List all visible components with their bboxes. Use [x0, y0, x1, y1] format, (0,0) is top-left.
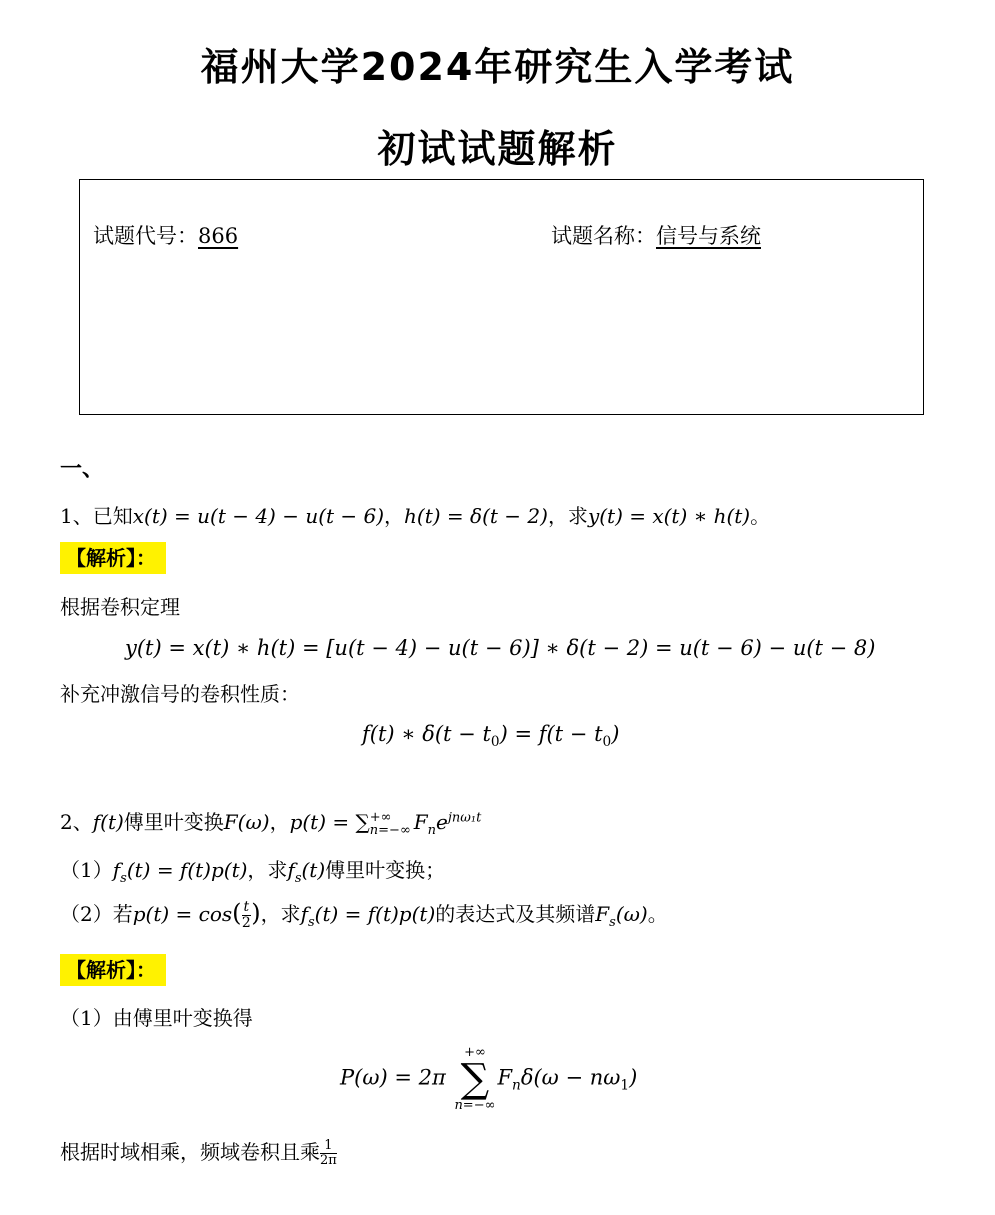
- q1-eq2-sub2: 0: [602, 734, 612, 751]
- exam-info-box: [79, 179, 924, 415]
- q2-part2-text: ，求: [260, 902, 301, 926]
- q2-part1-rest: (t) = f(t)p(t): [126, 858, 248, 882]
- q1-y-def: y(t) = x(t) ∗ h(t): [587, 504, 751, 528]
- q2-part2-sub2: s: [307, 915, 315, 930]
- q2-sum-sup: +∞: [369, 809, 392, 825]
- q2-p-def: p(t) = ∑: [289, 810, 370, 834]
- q2-part1-text: ，求: [247, 858, 288, 882]
- q2-part2-math3: F: [595, 902, 610, 926]
- q1-equation-1: y(t) = x(t) ∗ h(t) = [u(t − 4) − u(t − 6)] ∗ δ(t − 2) = u(t − 6) − u(t − 8): [125, 636, 876, 660]
- q2-part2-frac-den: 2: [241, 915, 251, 931]
- exam-name-value: 信号与系统: [656, 224, 761, 248]
- q2-part2-frac-num: t: [243, 899, 250, 916]
- summation-icon: ∑: [460, 1056, 490, 1102]
- q2-part2-text2: 的表达式及其频谱: [435, 902, 596, 926]
- q2-part2: （2）若p(t) = cos( $\frac{t}{2}$ )，求$f_s(t) = f(t)p(t)$的表达式及其频谱$F_s(\omega)$。: [60, 899, 668, 931]
- q2-analysis-label: 【解析】：: [60, 954, 166, 986]
- q2-eq3-close: ): [629, 1065, 638, 1090]
- exam-code-label: 试题代号：: [93, 224, 198, 248]
- q2-part1-end: 傅里叶变换；: [325, 858, 446, 882]
- q2-last-frac-num: 1: [320, 1139, 337, 1154]
- q1-x-def: x(t) = u(t − 4) − u(t − 6): [132, 504, 385, 528]
- q2-part2-rest3: (ω): [615, 902, 648, 926]
- q1-sep2: ，求: [547, 504, 588, 528]
- question-2: [60, 806, 481, 838]
- q2-Fn-sub: n: [427, 823, 437, 838]
- q2-part1-sub2: s: [294, 871, 302, 886]
- q2-part2-rest2: (t) = f(t)p(t): [314, 902, 436, 926]
- q2-part2-sub3: s: [609, 915, 616, 930]
- q2-text2: ，: [269, 810, 290, 834]
- q2-eq3-Fn: F: [497, 1065, 513, 1090]
- q2-analysis-label-wrap: [60, 954, 166, 983]
- q2-eq3-sum-sub: n=−∞: [454, 1098, 496, 1113]
- q2-part1-label: （1）: [60, 858, 113, 882]
- q2-f-t: f(t): [92, 810, 124, 834]
- q2-part2-math: p(t) = cos: [132, 902, 233, 926]
- q2-part1: [60, 854, 445, 886]
- q2-F-w: F(ω): [223, 810, 270, 834]
- q1-number: 1、已知: [60, 504, 133, 528]
- page-title: 福州大学2024年研究生入学考试: [200, 45, 795, 89]
- q2-part1-rest2: (t): [301, 858, 326, 882]
- q2-equation-3: [340, 1046, 637, 1112]
- q2-number: 2、: [60, 810, 93, 834]
- q1-sep1: ，: [384, 504, 405, 528]
- q1-analysis-label-wrap: [60, 542, 166, 571]
- q1-analysis-label: 【解析】：: [60, 542, 166, 574]
- q2-text1: 傅里叶变换: [123, 810, 224, 834]
- page-subtitle: 初试试题解析: [377, 127, 618, 171]
- q1-equation-2: [362, 722, 619, 750]
- q2-eq3-left: P(ω) = 2π: [340, 1065, 446, 1090]
- q2-part2-end: 。: [647, 902, 668, 926]
- q1-eq2-mid: ) = f(t − t: [499, 722, 603, 746]
- q2-last-line: [60, 1136, 337, 1168]
- q2-part2-label: （2）若: [60, 902, 133, 926]
- q2-eq3-sub1: 1: [620, 1077, 630, 1094]
- exam-name: [551, 220, 761, 250]
- q2-exp-base: e: [436, 810, 448, 834]
- q2-last-frac-den: 2π: [320, 1153, 337, 1168]
- q2-Fn: F: [413, 810, 428, 834]
- q2-part2-math2: f: [300, 902, 308, 926]
- q1-end: 。: [750, 504, 771, 528]
- exam-name-label: 试题名称：: [551, 224, 656, 248]
- q1-eq2-left: f(t) ∗ δ(t − t: [362, 722, 491, 746]
- q2-eq3-sum-sup: +∞: [464, 1045, 486, 1060]
- q2-part1-sub: s: [120, 871, 127, 886]
- q1-h-def: h(t) = δ(t − 2): [404, 504, 548, 528]
- q2-sum-sub: n=−∞: [369, 822, 411, 838]
- q2-last-line-text: 根据时域相乘，频域卷积且乘: [60, 1140, 320, 1164]
- section-heading: 一、: [60, 456, 105, 482]
- q2-sol1-label: （1）由傅里叶变换得: [60, 1006, 253, 1030]
- q1-eq2-sub1: 0: [490, 734, 500, 751]
- q2-eq3-right: δ(ω − nω: [520, 1065, 621, 1090]
- q2-eq3-Fn-sub: n: [512, 1077, 521, 1094]
- q2-exp-sup: jnω₁t: [447, 810, 482, 826]
- q1-line2: 补充冲激信号的卷积性质：: [60, 682, 300, 706]
- exam-code: [93, 220, 251, 250]
- q1-line1: 根据卷积定理: [60, 595, 180, 619]
- q1-eq2-right: ): [611, 722, 620, 746]
- q2-part1-math: f: [112, 858, 121, 882]
- q2-part1-math2: f: [287, 858, 295, 882]
- exam-code-value: 866: [198, 224, 239, 248]
- question-1: [60, 500, 770, 529]
